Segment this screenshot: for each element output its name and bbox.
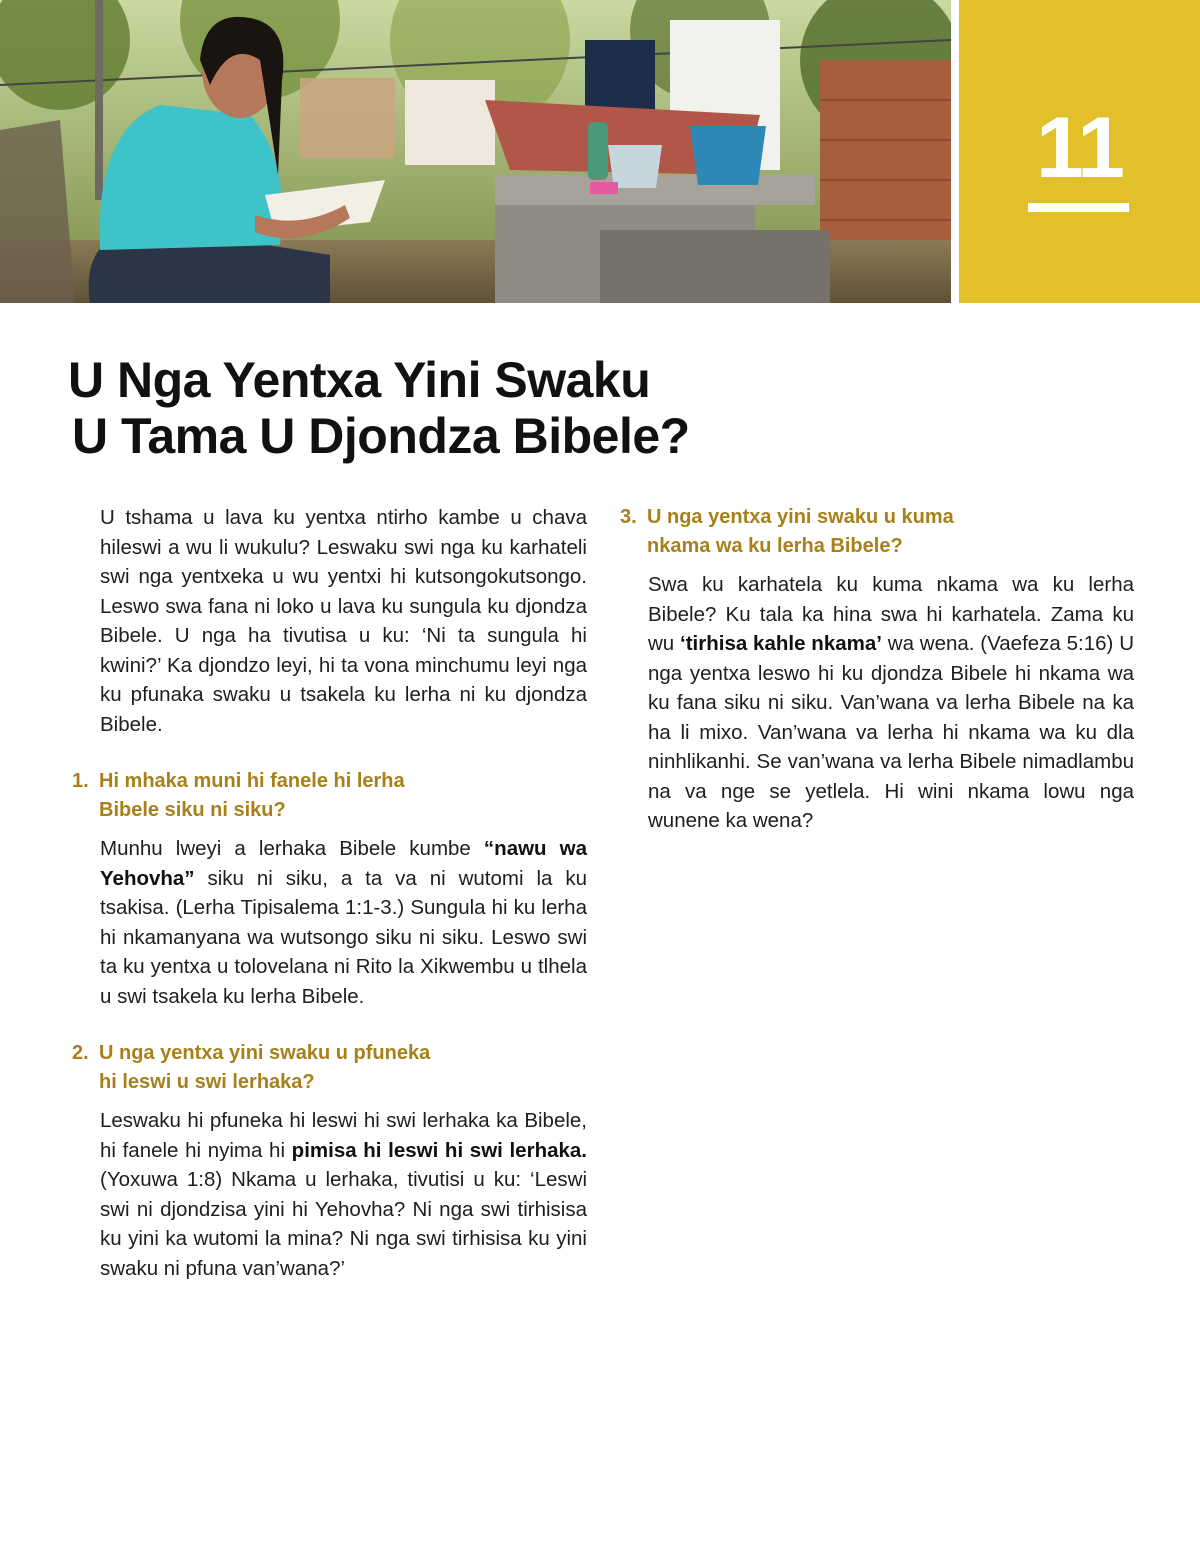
question-3-line-1: U nga yentxa yini swaku u kuma bbox=[647, 506, 954, 528]
question-1-line-2: Bibele siku ni siku? bbox=[99, 799, 286, 821]
page-title bbox=[68, 352, 828, 464]
answer-2 bbox=[72, 1106, 587, 1283]
answer-1-text-a: Munhu lweyi a lerhaka Bibele kumbe bbox=[100, 837, 484, 860]
lesson-number: 11 bbox=[1036, 100, 1123, 196]
question-1-line-1: Hi mhaka muni hi fanele hi lerha bbox=[99, 770, 405, 792]
left-column bbox=[72, 503, 587, 1283]
title-line-1: U Nga Yentxa Yini Swaku bbox=[68, 352, 651, 408]
title-line-2: U Tama U Djondza Bibele? bbox=[72, 408, 690, 464]
question-2 bbox=[72, 1039, 587, 1097]
answer-3-text-a: Swa ku karhatela ku kuma nkama wa ku lerha Bibele? Ku tala ka hina swa hi karhatela. Zama ku wu bbox=[648, 573, 1134, 655]
answer-2-text-c: (Yoxuwa 1:8) Nkama u lerhaka, tivutisi u ku: ‘Leswi swi ni djondzisa yini hi Yehovha? Ni nga swi tirhisisa ku yini ka wutomi la mina? Ni nga swi tirhisisa ku yini swaku ni pfuna van’wana?’ bbox=[100, 1168, 587, 1280]
question-1 bbox=[72, 767, 587, 825]
answer-3-text-c: wa wena. (Vaefeza 5:16) U nga yentxa leswo hi ku djondza Bibele hi nkama wa ku fana siku ni siku. Van’wana va lerha Bibele na ka ha li mixo. Van’wana va lerha hi nkama wa ku dla ninhlikanhi. Se van’wana va lerha Bibele nimadlambu na va nge se yetlela. Hi wini nkama lowu nga wunene ka wena? bbox=[648, 632, 1134, 832]
answer-1-text-c: siku ni siku, a ta va ni wutomi la ku tsakisa. (Lerha Tipisalema 1:1-3.) Sungula hi ku lerha hi nkamanyana wa wutsongo siku ni siku. Leswo swi ta ku yentxa u tolovelana ni Rito la Xikwembu u tlhela u swi tsakela ku lerha Bibele. bbox=[100, 866, 587, 1008]
answer-3 bbox=[620, 570, 1134, 836]
answer-3-emphasis: ‘tirhisa kahle nkama’ bbox=[680, 632, 882, 655]
answer-2-emphasis: pimisa hi leswi hi swi lerhaka. bbox=[291, 1138, 587, 1162]
right-column bbox=[620, 503, 1134, 836]
question-2-line-2: hi leswi u swi lerhaka? bbox=[99, 1071, 315, 1093]
header-photo bbox=[0, 0, 951, 303]
question-2-number: 2. bbox=[72, 1042, 89, 1064]
question-3 bbox=[620, 503, 1134, 561]
photo-woman-reading-bible-icon bbox=[0, 0, 951, 303]
lesson-underline bbox=[1028, 203, 1129, 212]
answer-2-text-a: Leswaku hi pfuneka hi leswi hi swi lerhaka ka Bibele, hi fanele hi nyima hi bbox=[100, 1109, 587, 1162]
answer-1-emphasis: “nawu wa Yehovha” bbox=[100, 837, 587, 890]
lesson-badge bbox=[959, 0, 1200, 303]
question-3-line-2: nkama wa ku lerha Bibele? bbox=[647, 535, 903, 557]
question-1-number: 1. bbox=[72, 770, 89, 792]
intro-paragraph: U tshama u lava ku yentxa ntirho kambe u chava hileswi a wu li wukulu? Leswaku swi nga ku karhateli swi nga yentxeka u wu yentxi hi kutsongokutsongo. Leswo swa fana ni loko u lava ku sungula ku djondza Bibele. U nga ha tivutisa u ku: ‘Ni ta sungula hi kwini?’ Ka djondzo leyi, hi ta vona minchumu leyi nga ku pfunaka swaku u tsakela ku lerha ni ku djondza Bibele. bbox=[100, 506, 587, 736]
question-2-line-1: U nga yentxa yini swaku u pfuneka bbox=[99, 1042, 431, 1064]
answer-1 bbox=[72, 834, 587, 1011]
question-3-number: 3. bbox=[620, 506, 637, 528]
